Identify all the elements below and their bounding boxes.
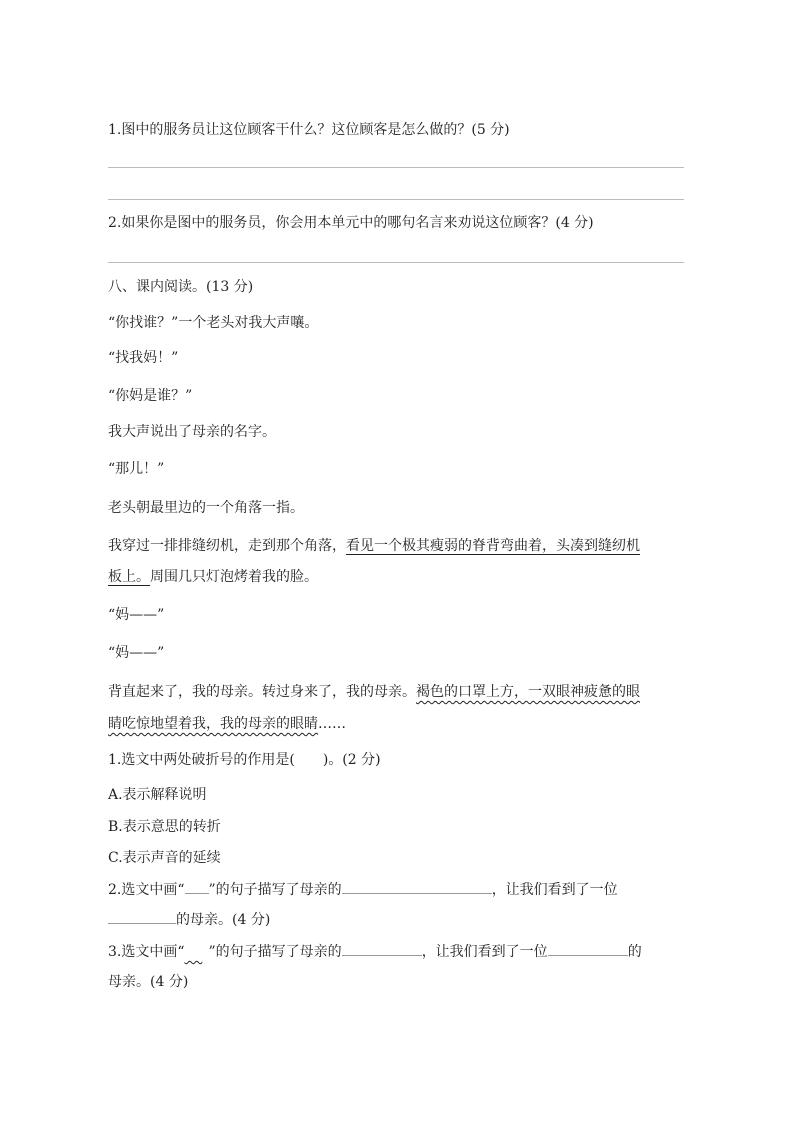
answer-blank[interactable] <box>342 941 422 956</box>
passage-line <box>108 567 318 587</box>
passage-line: “妈——” <box>108 607 165 623</box>
section-title: 八、课内阅读。(13 分) <box>108 279 254 295</box>
passage-line: “你找谁？”一个老头对我大声嚷。 <box>108 315 319 331</box>
passage-line: “找我妈！” <box>108 350 179 366</box>
question-2 <box>108 879 618 900</box>
option-b[interactable]: B.表示意思的转折 <box>108 819 221 835</box>
question-2-cont <box>108 909 270 930</box>
q-text: ，让我们看到了一位 <box>421 944 548 960</box>
q-text: ”的句子描写了母亲的 <box>208 882 342 898</box>
passage-text: …… <box>318 716 346 732</box>
passage-line: “那儿！” <box>108 461 165 477</box>
question-2: 2.如果你是图中的服务员，你会用本单元中的哪句名言来劝说这位顾客？(4 分) <box>108 215 594 231</box>
passage-line: “你妈是谁？” <box>108 388 193 404</box>
q-text: 3.选文中画“ <box>108 944 185 960</box>
question-3-cont: 母亲。(4 分) <box>108 974 189 990</box>
wavy-line-sample <box>185 942 209 962</box>
q-text: 的 <box>627 944 642 960</box>
answer-blank[interactable] <box>342 879 492 894</box>
wavy-sentence: 睛吃惊地望着我，我的母亲的眼睛 <box>108 716 318 732</box>
passage-text: 周围几只灯泡烤着我的脸。 <box>150 569 318 585</box>
passage-line: 老头朝最里边的一个角落一指。 <box>108 500 304 516</box>
answer-line[interactable] <box>108 262 684 263</box>
answer-blank[interactable] <box>108 909 176 924</box>
passage-line <box>108 682 640 702</box>
underlined-sentence: 看见一个极其瘦弱的脊背弯曲着，头凑到缝纫机 <box>346 538 640 554</box>
answer-line[interactable] <box>108 199 684 200</box>
option-c[interactable]: C.表示声音的延续 <box>108 850 221 866</box>
q-text: ，让我们看到了一位 <box>491 882 618 898</box>
passage-text: 背直起来了，我的母亲。转过身来了，我的母亲。 <box>108 684 416 700</box>
passage-line <box>108 536 640 556</box>
passage-line: 我大声说出了母亲的名字。 <box>108 424 276 440</box>
question-1: 1.图中的服务员让这位顾客干什么？这位顾客是怎么做的？(5 分) <box>108 122 510 138</box>
passage-line <box>108 714 346 734</box>
question-3 <box>108 941 642 962</box>
passage-line: “妈——” <box>108 645 165 661</box>
q-text: 2.选文中画“ <box>108 882 185 898</box>
option-a[interactable]: A.表示解释说明 <box>108 787 207 803</box>
question-1: 1.选文中两处破折号的作用是( )。(2 分) <box>108 752 381 768</box>
q-text: ”的句子描写了母亲的 <box>208 944 342 960</box>
straight-line-sample <box>185 879 209 894</box>
q-text: 的母亲。(4 分) <box>176 912 271 928</box>
wavy-sentence: 褐色的口罩上方，一双眼神疲惫的眼 <box>416 684 640 700</box>
passage-text: 我穿过一排排缝纫机，走到那个角落， <box>108 538 346 554</box>
underlined-sentence: 板上。 <box>108 569 150 585</box>
answer-line[interactable] <box>108 167 684 168</box>
answer-blank[interactable] <box>548 941 628 956</box>
